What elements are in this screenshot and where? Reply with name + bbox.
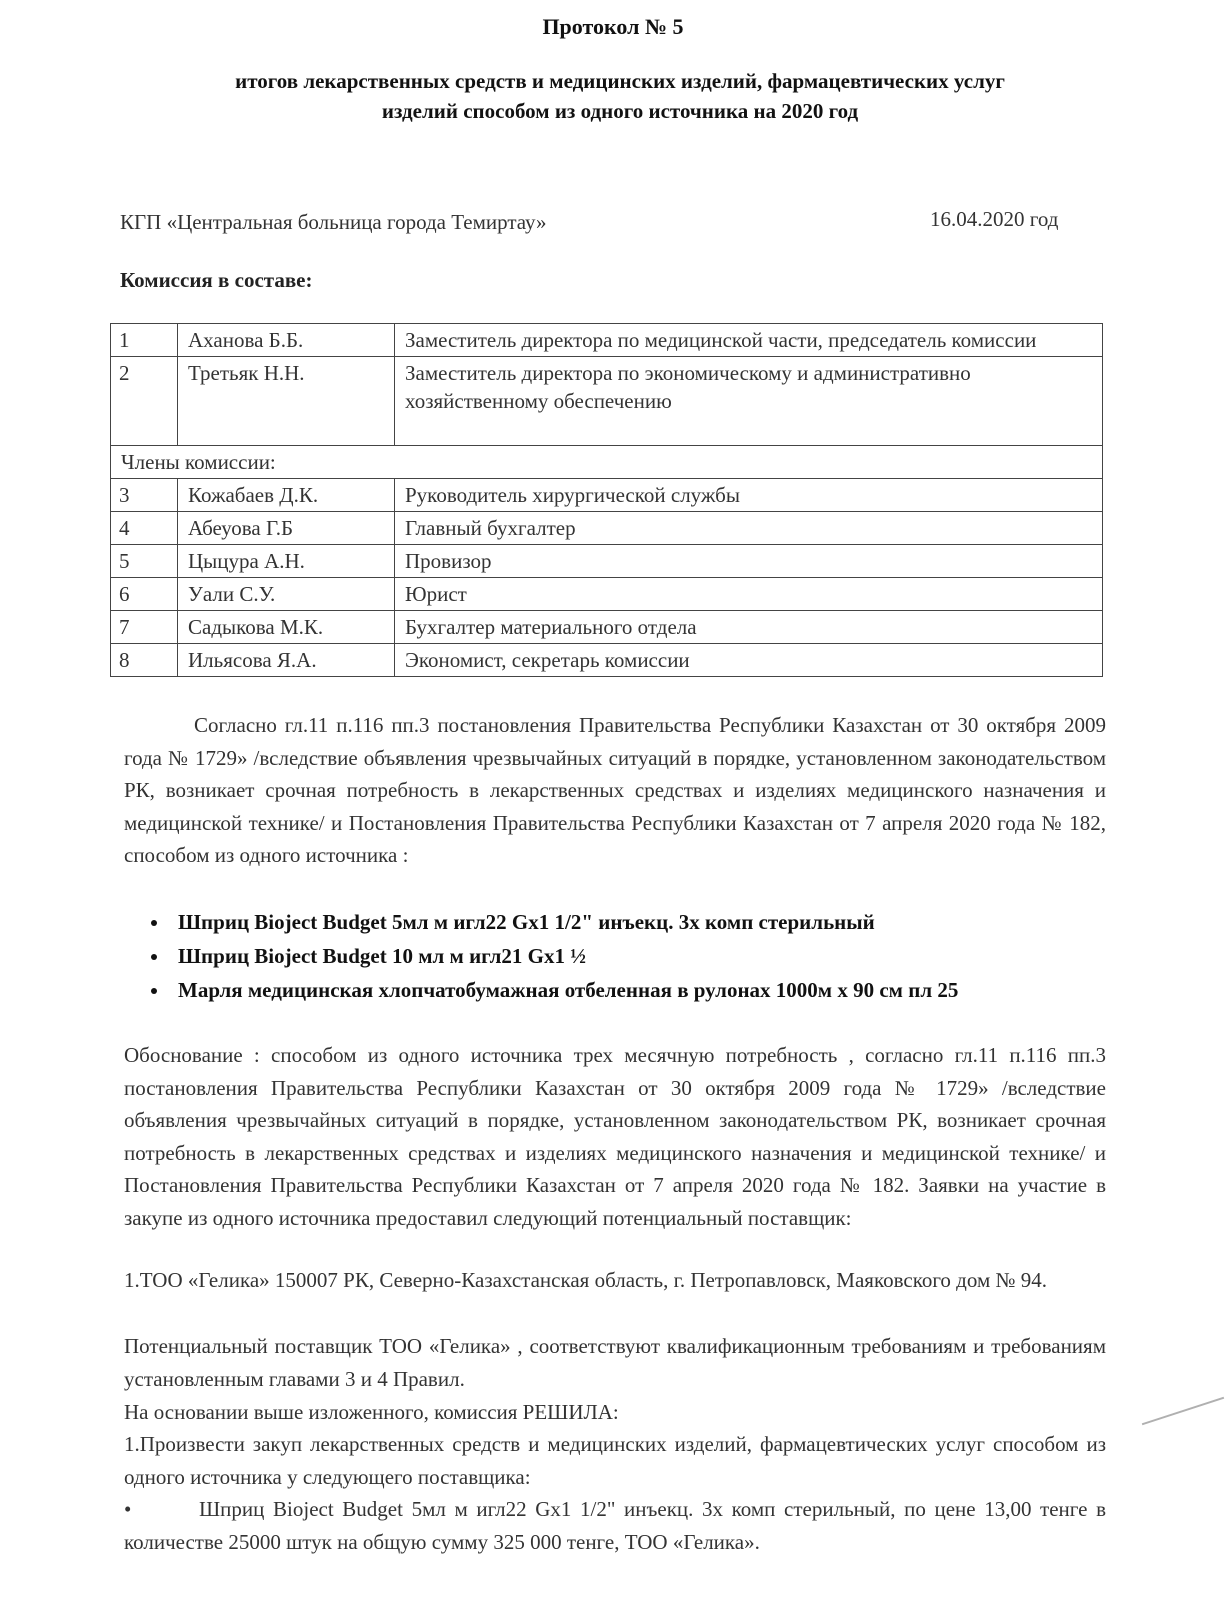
commission-table bbox=[110, 323, 1103, 677]
document-subtitle bbox=[120, 66, 1120, 126]
member-number: 2 bbox=[111, 357, 178, 446]
member-name: Садыкова М.К. bbox=[178, 611, 395, 644]
table-row bbox=[111, 545, 1103, 578]
table-row bbox=[111, 357, 1103, 446]
intro-paragraph: Согласно гл.11 п.116 пп.3 постановления Правительства Республики Казахстан от 30 октября 2009 года № 1729» /вследствие объявления чрезвычайных ситуаций в порядке, установленном законодательством РК, возникает срочная потребность в лекарственных средствах и изделиях медицинского назначения и медицинской технике/ и Постановления Правительства Республики Казахстан от 7 апреля 2020 года № 182, способом из одного источника : bbox=[124, 713, 1106, 867]
member-number: 5 bbox=[111, 545, 178, 578]
member-name: Цыцура А.Н. bbox=[178, 545, 395, 578]
member-number: 3 bbox=[111, 479, 178, 512]
decision-intro: На основании выше изложенного, комиссия РЕШИЛА: bbox=[124, 1400, 619, 1424]
member-role: Руководитель хирургической службы bbox=[395, 479, 1103, 512]
member-number: 7 bbox=[111, 611, 178, 644]
procurement-items-list bbox=[140, 905, 958, 1007]
member-name: Абеуова Г.Б bbox=[178, 512, 395, 545]
organization-name: КГП «Центральная больница города Темиртау» bbox=[120, 210, 547, 234]
member-role: Заместитель директора по медицинской части, председатель комиссии bbox=[395, 324, 1103, 357]
member-name: Третьяк Н.Н. bbox=[178, 357, 395, 446]
decision-point-1: 1.Произвести закуп лекарственных средств и медицинских изделий, фармацевтических услуг способом из одного источника у следующего поставщика: bbox=[124, 1432, 1106, 1489]
member-name: Ильясова Я.А. bbox=[178, 644, 395, 677]
table-row bbox=[111, 644, 1103, 677]
table-row bbox=[111, 578, 1103, 611]
decision-item bbox=[124, 1493, 1106, 1558]
member-role: Провизор bbox=[395, 545, 1103, 578]
decision-item-text: Шприц Bioject Budget 5мл м игл22 Gx1 1/2" инъекц. 3х комп стерильный, по цене 13,00 тенге в количестве 25000 штук на общую сумму 325 000 тенге, ТОО «Гелика». bbox=[124, 1497, 1106, 1554]
table-row bbox=[111, 324, 1103, 357]
member-role: Бухгалтер материального отдела bbox=[395, 611, 1103, 644]
list-item: • Шприц Bioject Budget 5мл м игл22 Gx1 1/2" инъекц. 3х комп стерильный bbox=[170, 905, 958, 939]
bullet-icon: • bbox=[124, 1497, 132, 1521]
member-role: Заместитель директора по экономическому и административно хозяйственному обеспечению bbox=[395, 357, 1103, 446]
supplier-paragraph: 1.ТОО «Гелика» 150007 РК, Северно-Казахстанская область, г. Петропавловск, Маяковского дом № 94. bbox=[124, 1268, 1048, 1292]
table-row bbox=[111, 479, 1103, 512]
member-role: Главный бухгалтер bbox=[395, 512, 1103, 545]
list-item: • Марля медицинская хлопчатобумажная отбеленная в рулонах 1000м х 90 см пл 25 bbox=[170, 973, 958, 1007]
member-number: 1 bbox=[111, 324, 178, 357]
justification-paragraph: Обоснование : способом из одного источника трех месячную потребность , согласно гл.11 п.116 пп.3 постановления Правительства Республики Казахстан от 30 октября 2009 года № 1729» /вследствие объявления чрезвычайных ситуаций в порядке, установленном законодательством РК, возникает срочная потребность в лекарственных средствах и изделиях медицинского назначения и медицинской технике/ и Постановления Правительства Республики Казахстан от 7 апреля 2020 года № 182. Заявки на участие в закупе из одного источника предоставил следующий потенциальный поставщик: bbox=[124, 1043, 1106, 1230]
member-number: 4 bbox=[111, 512, 178, 545]
list-item: • Шприц Bioject Budget 10 мл м игл21 Gx1 ½ bbox=[170, 939, 958, 973]
table-row bbox=[111, 611, 1103, 644]
subtitle-line-2: изделий способом из одного источника на 2020 год bbox=[381, 99, 859, 123]
document-title: Протокол № 5 bbox=[542, 14, 684, 39]
document-date: 16.04.2020 год bbox=[930, 207, 1059, 231]
member-role: Юрист bbox=[395, 578, 1103, 611]
member-number: 6 bbox=[111, 578, 178, 611]
member-number: 8 bbox=[111, 644, 178, 677]
member-name: Уали С.У. bbox=[178, 578, 395, 611]
qualification-paragraph: Потенциальный поставщик ТОО «Гелика» , соответствуют квалификационным требованиям и требованиям установленным главами 3 и 4 Правил. bbox=[124, 1334, 1106, 1391]
subtitle-line-1: итогов лекарственных средств и медицинских изделий, фармацевтических услуг bbox=[235, 69, 1005, 93]
member-role: Экономист, секретарь комиссии bbox=[395, 644, 1103, 677]
table-row bbox=[111, 512, 1103, 545]
member-name: Аханова Б.Б. bbox=[178, 324, 395, 357]
commission-label: Комиссия в составе: bbox=[120, 268, 313, 292]
table-section-row bbox=[111, 446, 1103, 479]
scan-mark bbox=[1142, 1397, 1224, 1425]
members-label: Члены комиссии: bbox=[111, 446, 1103, 479]
member-name: Кожабаев Д.К. bbox=[178, 479, 395, 512]
